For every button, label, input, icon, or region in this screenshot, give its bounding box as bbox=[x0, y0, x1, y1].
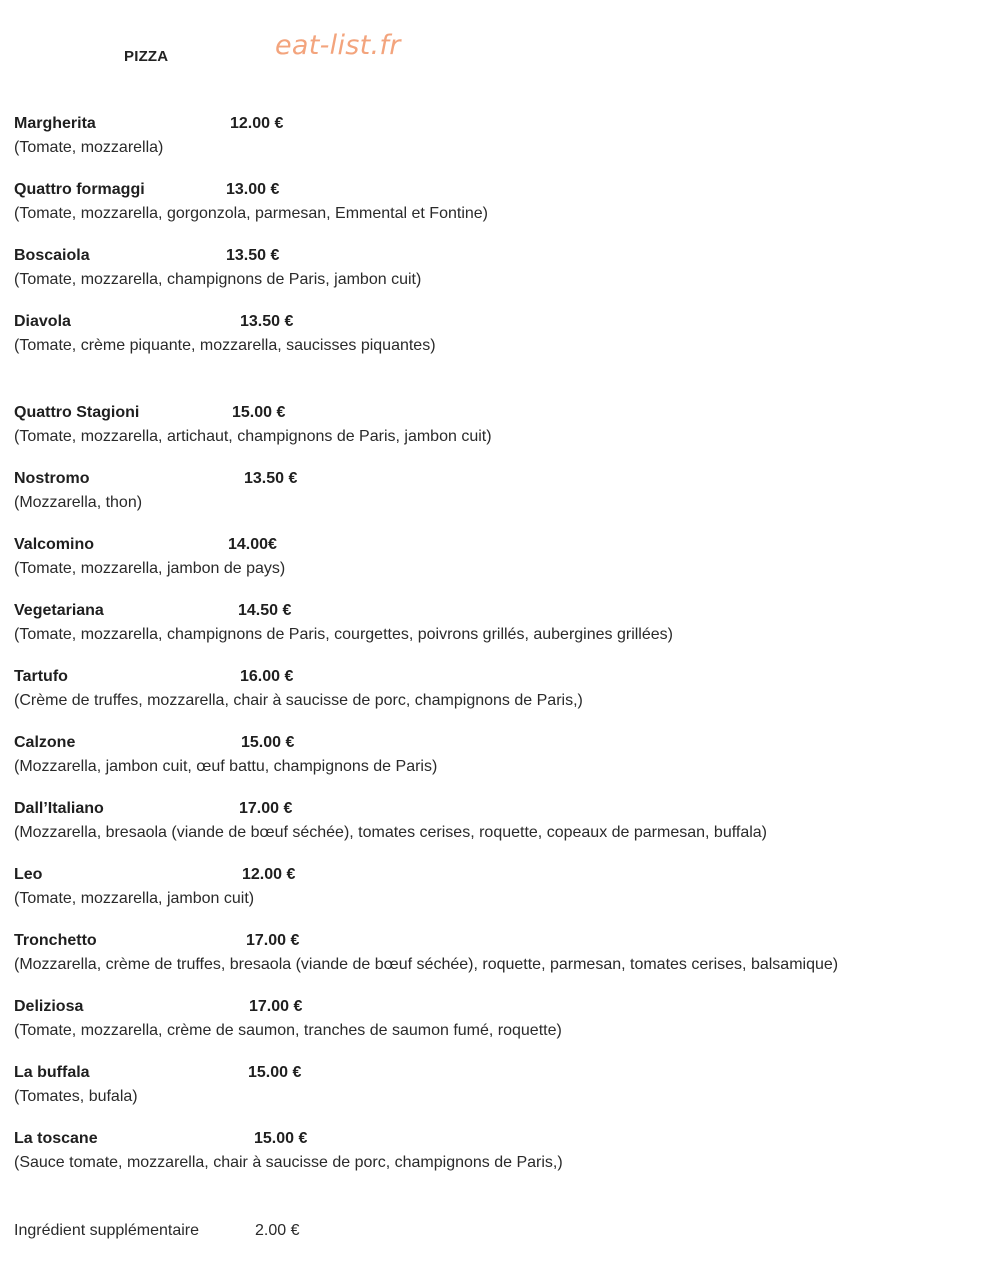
item-name: Quattro formaggi bbox=[14, 181, 145, 198]
item-name: Quattro Stagioni bbox=[14, 404, 140, 421]
item-price: 13.50 € bbox=[244, 470, 298, 487]
menu-item bbox=[14, 313, 974, 373]
item-price: 16.00 € bbox=[240, 668, 294, 685]
item-name: Tartufo bbox=[14, 668, 68, 685]
item-price: 17.00 € bbox=[249, 998, 303, 1015]
item-price: 13.00 € bbox=[226, 181, 280, 198]
item-description: (Tomate, mozzarella, champignons de Paris, jambon cuit) bbox=[14, 271, 422, 288]
item-description: (Mozzarella, jambon cuit, œuf battu, champignons de Paris) bbox=[14, 758, 438, 775]
page-title: PIZZA bbox=[124, 48, 169, 65]
item-description: (Sauce tomate, mozzarella, chair à saucisse de porc, champignons de Paris,) bbox=[14, 1154, 563, 1171]
item-price: 12.00 € bbox=[230, 115, 284, 132]
extra-ingredient-row bbox=[14, 1222, 414, 1246]
extra-ingredient-label: Ingrédient supplémentaire bbox=[14, 1222, 200, 1239]
item-description: (Tomate, mozzarella, crème de saumon, tranches de saumon fumé, roquette) bbox=[14, 1022, 562, 1039]
menu-item bbox=[14, 470, 974, 530]
item-name: Leo bbox=[14, 866, 43, 883]
item-price: 17.00 € bbox=[246, 932, 300, 949]
menu-item bbox=[14, 668, 974, 728]
item-price: 13.50 € bbox=[226, 247, 280, 264]
item-description: (Tomate, mozzarella, jambon de pays) bbox=[14, 560, 286, 577]
menu-item bbox=[14, 181, 974, 241]
item-description: (Mozzarella, thon) bbox=[14, 494, 143, 511]
item-name: Diavola bbox=[14, 313, 71, 330]
item-description: (Tomate, mozzarella, gorgonzola, parmesan, Emmental et Fontine) bbox=[14, 205, 488, 222]
menu-item bbox=[14, 800, 974, 860]
menu-item bbox=[14, 536, 974, 596]
item-name: La buffala bbox=[14, 1064, 90, 1081]
item-description: (Tomates, bufala) bbox=[14, 1088, 138, 1105]
item-description: (Tomate, mozzarella) bbox=[14, 139, 164, 156]
menu-item bbox=[14, 115, 974, 175]
watermark-logo: eat-list.fr bbox=[275, 30, 401, 61]
menu-item bbox=[14, 1130, 974, 1190]
menu-item bbox=[14, 932, 974, 992]
item-price: 15.00 € bbox=[254, 1130, 308, 1147]
item-name: Tronchetto bbox=[14, 932, 97, 949]
item-description: (Crème de truffes, mozzarella, chair à saucisse de porc, champignons de Paris,) bbox=[14, 692, 583, 709]
menu-item bbox=[14, 602, 974, 662]
item-name: La toscane bbox=[14, 1130, 98, 1147]
item-price: 17.00 € bbox=[239, 800, 293, 817]
item-description: (Tomate, crème piquante, mozzarella, saucisses piquantes) bbox=[14, 337, 436, 354]
item-price: 15.00 € bbox=[232, 404, 286, 421]
menu-item bbox=[14, 998, 974, 1058]
item-name: Boscaiola bbox=[14, 247, 90, 264]
item-name: Deliziosa bbox=[14, 998, 84, 1015]
item-price: 14.50 € bbox=[238, 602, 292, 619]
item-name: Vegetariana bbox=[14, 602, 104, 619]
menu-item bbox=[14, 866, 974, 926]
item-name: Dall’Italiano bbox=[14, 800, 104, 817]
item-description: (Mozzarella, bresaola (viande de bœuf séchée), tomates cerises, roquette, copeaux de parmesan, buffala) bbox=[14, 824, 767, 841]
item-price: 14.00€ bbox=[228, 536, 277, 553]
item-name: Margherita bbox=[14, 115, 96, 132]
item-description: (Tomate, mozzarella, jambon cuit) bbox=[14, 890, 255, 907]
item-price: 15.00 € bbox=[248, 1064, 302, 1081]
item-price: 15.00 € bbox=[241, 734, 295, 751]
item-description: (Tomate, mozzarella, champignons de Paris, courgettes, poivrons grillés, aubergines grillées) bbox=[14, 626, 673, 643]
item-price: 13.50 € bbox=[240, 313, 294, 330]
item-name: Nostromo bbox=[14, 470, 90, 487]
extra-ingredient-price: 2.00 € bbox=[255, 1222, 300, 1239]
item-price: 12.00 € bbox=[242, 866, 296, 883]
item-description: (Tomate, mozzarella, artichaut, champignons de Paris, jambon cuit) bbox=[14, 428, 492, 445]
menu-item bbox=[14, 1064, 974, 1124]
menu-item bbox=[14, 247, 974, 307]
item-description: (Mozzarella, crème de truffes, bresaola (viande de bœuf séchée), roquette, parmesan, tomates cerises, balsamique) bbox=[14, 956, 839, 973]
menu-item bbox=[14, 734, 974, 794]
item-name: Valcomino bbox=[14, 536, 95, 553]
menu-item bbox=[14, 404, 974, 464]
item-name: Calzone bbox=[14, 734, 76, 751]
